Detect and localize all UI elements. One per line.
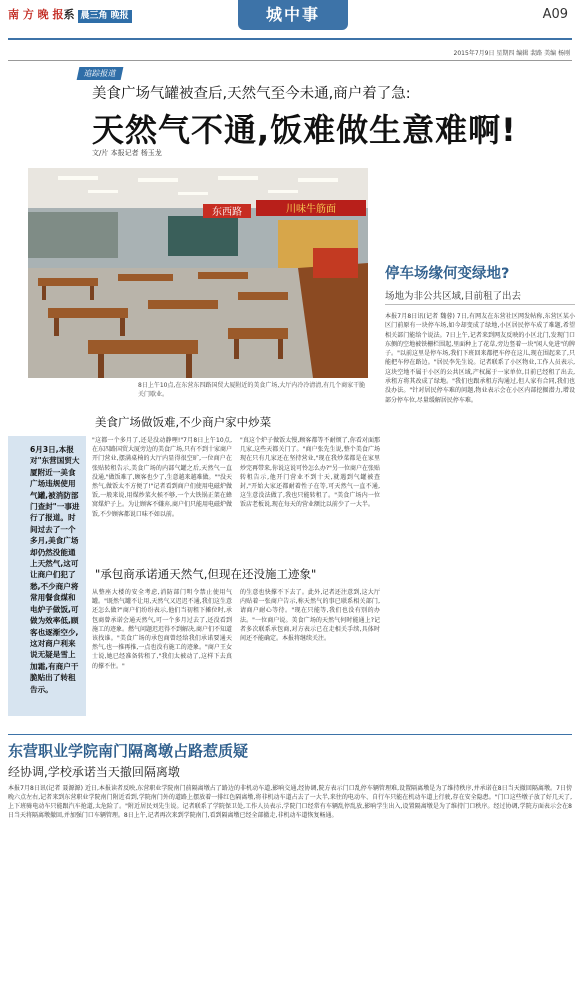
body-column-2: "真这个炉子做饭太慢,顾客都等不耐烦了,你看对面那几家,这些天都关门了。"商户张先生说,整个美食广场现在只有几家还在坚持营业,"现在我炒菜都是在家里炒完再带来,你说这说可怜怎么办?"另一位商户在张贴转租告示,他开门营业不到十天,就遇到气罐被查封,"开始大家还都耐着性子在等,可天然气一直不通,这生意没法做了,我也只能转租了。"美食广场内一位饭店老板说,现在每天的营业额比以前少了一大半。 xyxy=(240,437,380,509)
paper-logo xyxy=(8,6,132,23)
body-column-1: "这都一个多月了,还是没动静哩!"7月8日上午10点,在东四路国贸大厦旁边的美食广场,只有不到十家商户开门营业,摆满桌椅的大厅内显得很空旷,一位商户在张贴转租告示,美食广场的内部气罐之后,天然气一直没通,"做饭难了,顾客也少了,生意越来越难做。""没天然气,做饭太不方便了!"记者看到商户们使用电磁炉做饭,一般来说,用煤炒菜火候不够,一个大铁锅正架在蜂窝煤炉子上。为让顾客不嫌弃,商户们只能用电磁炉做饭,不少顾客都说口味不如以前。 xyxy=(92,437,233,518)
lead-box-text: 6月3日,本报对"东营国贸大厦附近一美食广场违规使用气罐,被消防部门查封"一事进行了报道。时间过去了一个多月,美食广场却仍然没能通上天然气,这可让商户们犯了愁,不少商户将常用餐食煤和电炉子做饭,可做为效率低,顾客也逐渐空少,这对商户利来说无疑是雪上加霜,有商户干脆贴出了转租告示。 xyxy=(30,445,80,694)
sidebar-subhead: 场地为非公共区域,目前租了出去 xyxy=(385,291,522,302)
sidebar-divider xyxy=(385,304,575,305)
body-column-4: 的生意也快撑不下去了。此外,记者还注意到,这大厅内贴着一张商户告示,称天然气的事已联系相关部门,请商户耐心等待。"现在只能等,我们也没有别的办法。"一位商户说。美食广场的天然气何时能通上?记者多次联系承包商,对方表示已在走相关手续,具体时间还不能确定。本报将继续关注。 xyxy=(240,589,380,643)
sidebar-headline: 停车场缘何变绿地? xyxy=(385,266,510,282)
bottom-subhead: 经协调,学校承诺当天撤回隔离墩 xyxy=(8,765,180,779)
bottom-story-rule xyxy=(8,734,572,735)
section-tab: 城中事 xyxy=(238,0,348,30)
stall-sign-right: 川味牛筋面 xyxy=(286,204,336,215)
page-number: A09 xyxy=(542,7,568,22)
dateline: 2015年7月9日 星期四 编辑 裴路 美编 杨刚 xyxy=(453,50,570,57)
food-court-photo xyxy=(28,168,368,378)
body-column-3: 从整座大楼的安全考虑,消防部门明令禁止使用气罐。"既然气罐不让用,天然气又迟迟不通,我们这生意还怎么做?"商户们纷纷表示,他们当初租下摊位时,承包商曾承诺会通天然气,可一个多月过去了,还没看到施工的迹象。燃气问题迟迟得不到解决,商户们不知道该找谁。"美食广场的承包商曾经给我们承诺要通天然气,也一推再推,一点也没有施工的迹象。"商户王女士说,她已经准备转租了,"我们太被动了,这样下去真的撑不住。" xyxy=(92,589,232,670)
article-byline: 文/片 本报记者 杨玉龙 xyxy=(92,149,162,157)
stall-sign-left: 东西路 xyxy=(212,207,242,218)
subhead-2: "承包商承诺通天然气,但现在还没施工迹象" xyxy=(95,567,317,581)
kicker-label: 追踪报道 xyxy=(77,67,124,80)
edition-tag: 晨三角 晚报 xyxy=(78,10,132,23)
food-court-illustration xyxy=(28,168,368,378)
bottom-body: 本报7月8日讯(记者 聂源源) 近日,本报读者反映,东营职业学院南门前隔离墩占了路边的非机动车道,影响交通,经协调,院方表示门口乱停车辆管理难,设置隔离墩是为了维持秩序,并承诺在8日当天撤回隔离墩。7日傍晚六点左右,记者来到东营职业学院南门附近看到,学院南门外的道路上摆放着一排红色隔离墩,将非机动车道占去了一大半,来往的电动车、自行车只能在机动车道上行驶,存在安全隐患。"门口这些墩子放了好几天了,上下班骑电动车只能跟汽车抢道,太危险了。"附近居民刘先生说。记者联系了学院保卫处,工作人员表示,学院门口经常有车辆乱停乱放,影响学生出入,设置隔离墩是为了维持门口秩序。经过协调,学院方面表示会在8日当天将隔离墩撤回,并加强门口车辆管理。8日上午,记者再次来到学院南门,看到隔离墩已经全部撤走,非机动车道恢复畅通。 xyxy=(8,785,572,820)
header-rule xyxy=(8,38,572,40)
article-deck: 美食广场气罐被查后,天然气至今未通,商户着了急: xyxy=(92,86,411,102)
sidebar-body: 本报7月8日讯(记者 魏蓉) 7日,有网友在东营社区网发帖称,东营区某小区门前原有一块停车场,如今却变成了绿地,小区居民停车成了难题,希望相关部门能给个说法。7日上午,记者来到网友反映的小区北门,发现门口东侧的空地被铁栅栏围起,里面种上了花草,旁边竖着一块"闲人免进"的牌子。"以前这里是停车场,我们下班回来都把车停在这儿,现在围起来了,只能把车停在路边。"居民李先生说。记者联系了小区物业,工作人员表示,这块空地不属于小区的公共区域,产权属于一家单位,目前已经租了出去,承租方将其改成了绿地。"我们也跟承租方沟通过,但人家有合同,我们也没办法。"针对居民停车难的问题,物业表示会在小区内部挖掘潜力,增设部分停车位,尽量缓解居民停车难。 xyxy=(385,313,575,404)
photo-caption: 8日上午10点,在东营东四路国贸大厦附近的美食广场,大厅内冷冷清清,有几个商家干脆关门歇业。 xyxy=(138,382,366,398)
paper-series: 系 xyxy=(63,8,75,21)
bottom-headline: 东营职业学院南门隔离墩占路惹质疑 xyxy=(8,742,249,760)
article-headline: 天然气不通,饭难做生意难啊! xyxy=(92,111,517,149)
masthead xyxy=(0,0,580,34)
paper-name: 南 方 晚 报 xyxy=(8,8,64,21)
header-divider xyxy=(8,60,572,61)
subhead-1: 美食广场做饭难,不少商户家中炒菜 xyxy=(95,415,272,429)
